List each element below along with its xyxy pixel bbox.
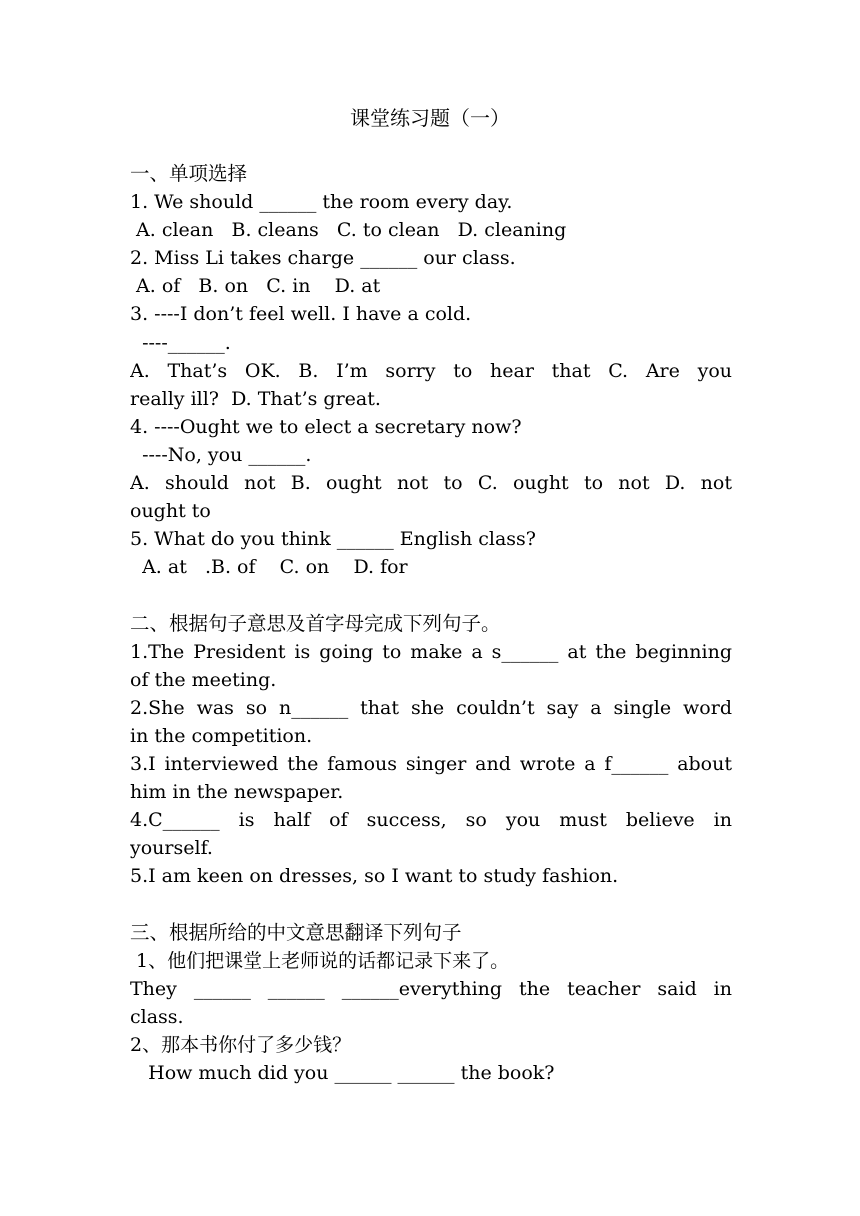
question-line: 3. ----I don’t feel well. I have a cold. xyxy=(130,303,472,326)
blank-line xyxy=(130,890,732,918)
question-line: 5. What do you think ______ English class? xyxy=(130,528,536,551)
question-line: 2. Miss Li takes charge ______ our class. xyxy=(130,247,516,270)
section-heading: 三、根据所给的中文意思翻译下列句子 xyxy=(130,920,462,944)
question-line: him in the newspaper. xyxy=(130,781,344,804)
question-line: A. should not B. ought not to C. ought to not D. not xyxy=(130,472,732,495)
question-line: class. xyxy=(130,1005,184,1028)
question-line: A. of B. on C. in D. at xyxy=(130,275,381,298)
question-line: 2、那本书你付了多少钱？ xyxy=(130,1033,352,1056)
section-heading: 一、单项选择 xyxy=(130,162,248,185)
question-line: 4.C______ is half of success, so you must believe in xyxy=(130,809,732,832)
question-line: 3.I interviewed the famous singer and wrote a f______ about xyxy=(130,752,732,775)
question-line: 1、他们把课堂上老师说的话都记录下来了。 xyxy=(130,949,510,972)
question-line: in the competition. xyxy=(130,724,313,747)
question-line: A. clean B. cleans C. to clean D. cleaning xyxy=(130,219,567,242)
question-line: They ______ ______ ______everything the teacher said in xyxy=(130,977,732,1000)
question-line: of the meeting. xyxy=(130,668,277,691)
question-line: ----No, you ______. xyxy=(130,443,312,466)
question-line: ----______. xyxy=(130,331,231,354)
question-line: A. That’s OK. B. I’m sorry to hear that C. Are you xyxy=(130,359,732,382)
worksheet-body xyxy=(130,160,732,1087)
question-line: ought to xyxy=(130,500,211,523)
question-line: A. at .B. of C. on D. for xyxy=(130,556,408,579)
question-line: really ill? D. That’s great. xyxy=(130,387,381,410)
question-line: 2.She was so n______ that she couldn’t say a single word xyxy=(130,696,732,719)
question-line: 4. ----Ought we to elect a secretary now? xyxy=(130,415,522,438)
question-line: 1.The President is going to make a s______ at the beginning xyxy=(130,640,732,663)
question-line: 5.I am keen on dresses, so I want to study fashion. xyxy=(130,865,619,888)
page-title: 课堂练习题（一） xyxy=(350,106,510,130)
section-heading: 二、根据句子意思及首字母完成下列句子。 xyxy=(130,611,501,635)
question-line: How much did you ______ ______ the book? xyxy=(130,1062,555,1084)
question-line: 1. We should ______ the room every day. xyxy=(130,191,513,214)
blank-line xyxy=(130,581,732,609)
question-line: yourself. xyxy=(130,837,213,860)
